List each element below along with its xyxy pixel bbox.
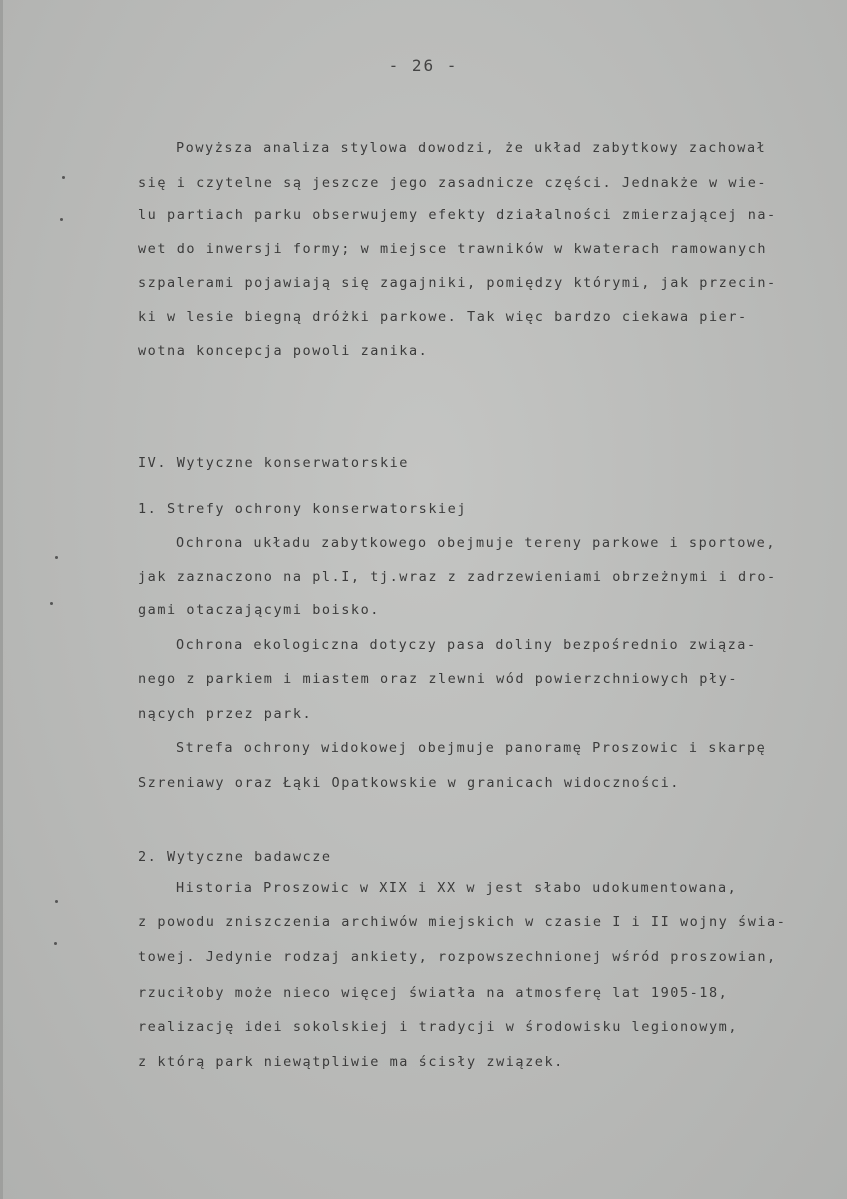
paragraph-line: Szreniawy oraz Łąki Opatkowskie w granicach widoczności.	[138, 775, 680, 791]
paragraph-line: Historia Proszowic w XIX i XX w jest słabo udokumentowana,	[176, 880, 738, 896]
paragraph-line: szpalerami pojawiają się zagajniki, pomiędzy którymi, jak przecin-	[138, 275, 777, 291]
section-heading: IV. Wytyczne konserwatorskie	[138, 455, 409, 471]
paragraph-line: z powodu zniszczenia archiwów miejskich w czasie I i II wojny świa-	[138, 914, 787, 930]
punch-mark	[55, 556, 58, 559]
punch-mark	[62, 176, 65, 179]
paragraph-line: wotna koncepcja powoli zanika.	[138, 343, 429, 359]
paragraph-line: z którą park niewątpliwie ma ścisły związek.	[138, 1054, 564, 1070]
paragraph-line: Ochrona ekologiczna dotyczy pasa doliny bezpośrednio związa-	[176, 637, 757, 653]
page-number: - 26 -	[388, 56, 459, 75]
paragraph-line: Powyższa analiza stylowa dowodzi, że układ zabytkowy zachował	[176, 140, 767, 156]
paragraph-line: towej. Jedynie rodzaj ankiety, rozpowszechnionej wśród proszowian,	[138, 949, 777, 965]
paragraph-line: lu partiach parku obserwujemy efekty działalności zmierzającej na-	[138, 207, 777, 223]
paragraph-line: się i czytelne są jeszcze jego zasadnicze części. Jednakże w wie-	[138, 175, 768, 191]
subsection-heading: 1. Strefy ochrony konserwatorskiej	[138, 501, 468, 517]
paragraph-line: wet do inwersji formy; w miejsce trawników w kwaterach ramowanych	[138, 241, 768, 257]
paragraph-line: gami otaczającymi boisko.	[138, 602, 380, 618]
paragraph-line: realizację idei sokolskiej i tradycji w środowisku legionowym,	[138, 1019, 739, 1035]
paragraph-line: jak zaznaczono na pl.I, tj.wraz z zadrzewieniami obrzeżnymi i dro-	[138, 569, 777, 585]
paragraph-line: rzuciłoby może nieco więcej światła na atmosferę lat 1905-18,	[138, 985, 729, 1001]
paragraph-line: nego z parkiem i miastem oraz zlewni wód powierzchniowych pły-	[138, 671, 739, 687]
punch-mark	[55, 900, 58, 903]
paragraph-line: Ochrona układu zabytkowego obejmuje tereny parkowe i sportowe,	[176, 535, 777, 551]
punch-mark	[60, 218, 63, 221]
paragraph-line: ki w lesie biegną dróżki parkowe. Tak więc bardzo ciekawa pier-	[138, 309, 748, 325]
paragraph-line: Strefa ochrony widokowej obejmuje panoramę Proszowic i skarpę	[176, 740, 767, 756]
subsection-heading: 2. Wytyczne badawcze	[138, 849, 332, 865]
paragraph-line: nących przez park.	[138, 706, 313, 722]
punch-mark	[54, 942, 57, 945]
punch-mark	[50, 602, 53, 605]
page-edge	[0, 0, 3, 1199]
